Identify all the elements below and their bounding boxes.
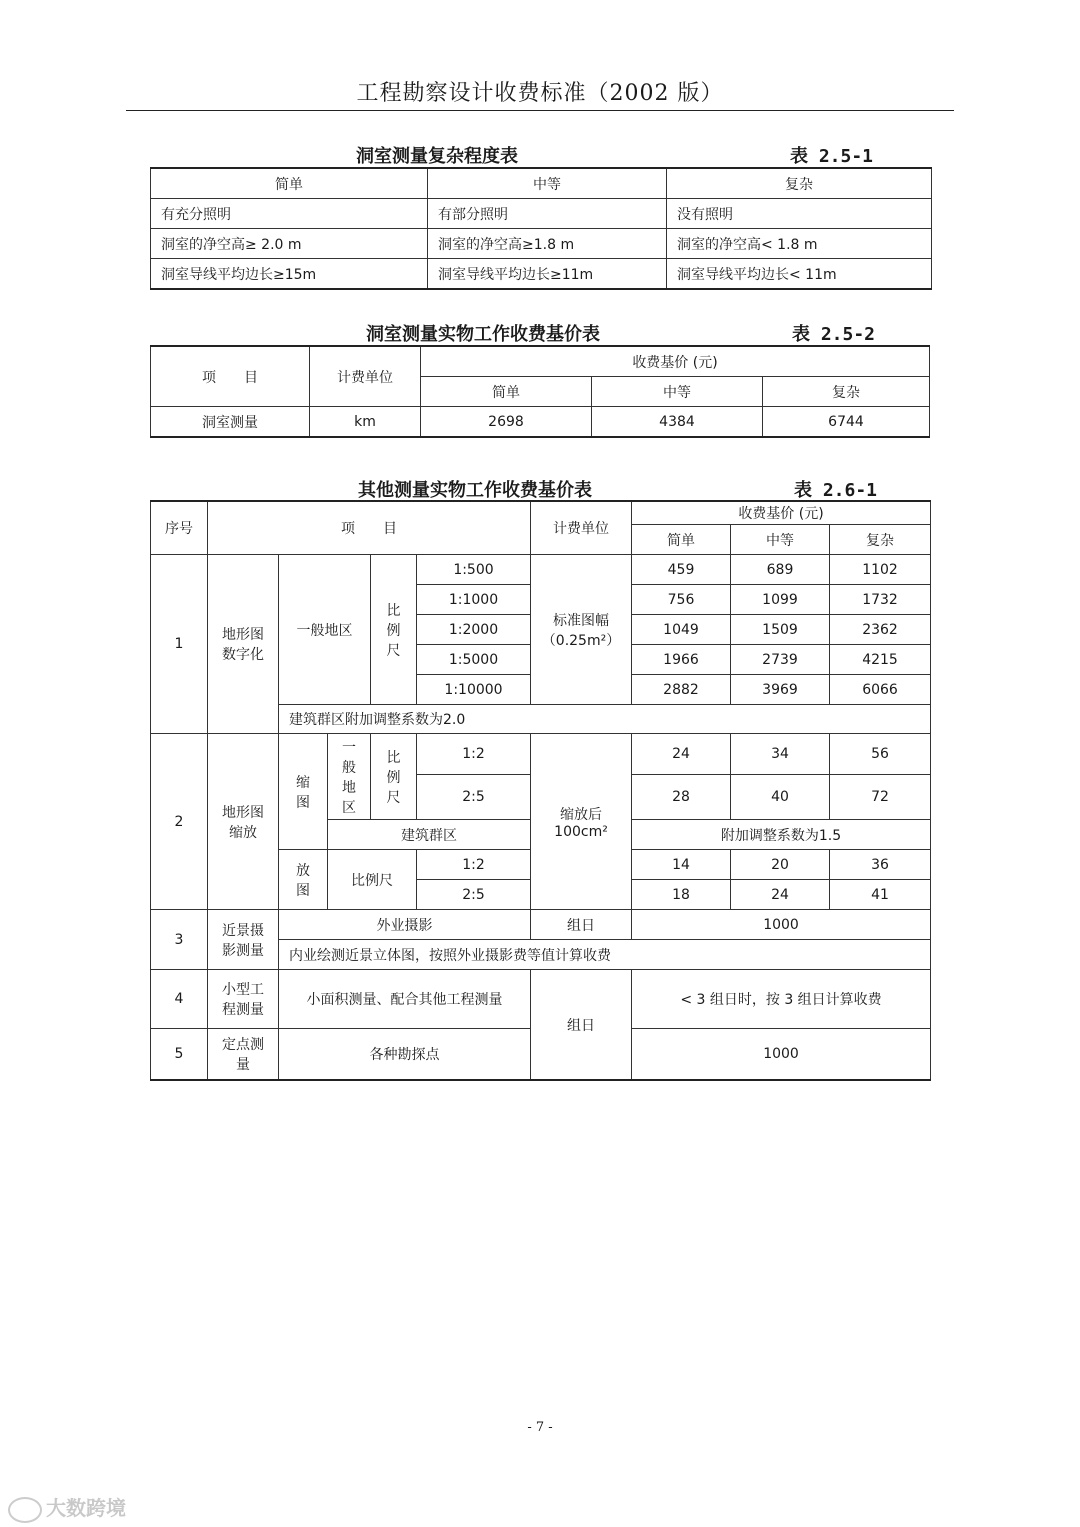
table-cell: 1049 [632, 615, 731, 645]
table3-header-complex: 复杂 [830, 525, 931, 555]
table-cell: 3969 [731, 675, 830, 705]
watermark-logo-icon [8, 1497, 42, 1523]
table-row [151, 199, 932, 229]
row2-name: 地形图缩放 [208, 734, 279, 910]
table-cell: 1:500 [417, 555, 531, 585]
table-cell: 56 [830, 734, 931, 775]
table-cell: 1:2000 [417, 615, 531, 645]
row1-note: 建筑群区附加调整系数为2.0 [279, 705, 931, 734]
table3-header-price: 收费基价 (元) [632, 501, 931, 525]
table2-caption: 洞室测量实物工作收费基价表 [366, 324, 600, 345]
table-cell: 689 [731, 555, 830, 585]
row3-name: 近景摄影测量 [208, 910, 279, 970]
table2 [150, 345, 930, 438]
table-cell: 洞室导线平均边长≥11m [428, 259, 667, 290]
table-cell: 1:2 [417, 850, 531, 880]
table-cell: 24 [731, 880, 830, 910]
table-cell: 24 [632, 734, 731, 775]
table1-header-complex: 复杂 [667, 168, 932, 199]
row5-name: 定点测量 [208, 1029, 279, 1081]
table-row [151, 734, 931, 775]
row4-item: 小面积测量、配合其他工程测量 [279, 970, 531, 1029]
table-cell: 14 [632, 850, 731, 880]
row3-price: 1000 [632, 910, 931, 940]
table-cell: 洞室测量 [151, 407, 310, 438]
row3-note: 内业绘测近景立体图，按照外业摄影费等值计算收费 [279, 940, 931, 970]
row3-unit: 组日 [531, 910, 632, 940]
table-cell: 4384 [592, 407, 763, 438]
table-cell: 洞室的净空高≥1.8 m [428, 229, 667, 259]
table-row [151, 229, 932, 259]
table-cell: 34 [731, 734, 830, 775]
row2-scale-label: 比例尺 [371, 734, 417, 820]
table-cell: 6744 [763, 407, 930, 438]
table-cell: 没有照明 [667, 199, 932, 229]
row2-general-area: 一般地区 [328, 734, 371, 820]
table-cell: 洞室的净空高≥ 2.0 m [151, 229, 428, 259]
table-cell: 1:10000 [417, 675, 531, 705]
page-header-title: 工程勘察设计收费标准（2002 版） [356, 81, 724, 106]
table-cell: 1:2 [417, 734, 531, 775]
row4-no: 4 [151, 970, 208, 1029]
table3-header-item: 项 目 [208, 501, 531, 555]
table1-header-simple: 简单 [151, 168, 428, 199]
table-row [151, 555, 931, 585]
table-row [151, 407, 930, 438]
row2-unit: 缩放后100cm² [531, 734, 632, 910]
table-cell: 18 [632, 880, 731, 910]
table1 [150, 167, 932, 290]
table-cell: 4215 [830, 645, 931, 675]
table-cell: 洞室导线平均边长≥15m [151, 259, 428, 290]
table-row [151, 970, 931, 1029]
table3-header-simple: 简单 [632, 525, 731, 555]
row2-no: 2 [151, 734, 208, 910]
table-cell: 40 [731, 775, 830, 820]
table2-header-medium: 中等 [592, 377, 763, 407]
row1-name: 地形图数字化 [208, 555, 279, 734]
row4-name: 小型工程测量 [208, 970, 279, 1029]
row2-enlarge: 放图 [279, 850, 328, 910]
table-cell: 756 [632, 585, 731, 615]
table2-header-simple: 简单 [421, 377, 592, 407]
row5-no: 5 [151, 1029, 208, 1081]
table-cell: 2739 [731, 645, 830, 675]
table-cell: 28 [632, 775, 731, 820]
table2-header-price: 收费基价 (元) [421, 346, 930, 377]
table-cell: 1732 [830, 585, 931, 615]
table2-header-complex: 复杂 [763, 377, 930, 407]
table-cell: 1102 [830, 555, 931, 585]
table-cell: 2:5 [417, 880, 531, 910]
table-cell: 20 [731, 850, 830, 880]
watermark [8, 1492, 126, 1523]
row1-scale-label: 比例尺 [371, 555, 417, 705]
table-cell: 2:5 [417, 775, 531, 820]
table3-id: 表 2.6-1 [794, 480, 878, 501]
table-cell: 6066 [830, 675, 931, 705]
table3-header-medium: 中等 [731, 525, 830, 555]
row4-unit: 组日 [531, 970, 632, 1081]
header-rule [126, 110, 954, 111]
table-cell: 有部分照明 [428, 199, 667, 229]
table-cell: 36 [830, 850, 931, 880]
table2-header-item: 项 目 [151, 346, 310, 407]
row5-price: 1000 [632, 1029, 931, 1081]
row3-no: 3 [151, 910, 208, 970]
table-cell: 洞室的净空高< 1.8 m [667, 229, 932, 259]
row2-building-note: 附加调整系数为1.5 [632, 820, 931, 850]
table1-header-medium: 中等 [428, 168, 667, 199]
table-cell: 459 [632, 555, 731, 585]
table-cell: 洞室导线平均边长< 11m [667, 259, 932, 290]
table-cell: km [310, 407, 421, 438]
table2-header-unit: 计费单位 [310, 346, 421, 407]
table-cell: 41 [830, 880, 931, 910]
table-row [151, 259, 932, 290]
table-cell: 2698 [421, 407, 592, 438]
table-cell: 1:5000 [417, 645, 531, 675]
row1-no: 1 [151, 555, 208, 734]
row2-scale-label2: 比例尺 [328, 850, 417, 910]
table2-id: 表 2.5-2 [792, 324, 876, 345]
table-cell: 2362 [830, 615, 931, 645]
table-cell: 1:1000 [417, 585, 531, 615]
table3 [150, 500, 931, 1081]
table1-caption: 洞室测量复杂程度表 [356, 146, 518, 167]
table-cell: 2882 [632, 675, 731, 705]
table-row [151, 910, 931, 940]
table-cell: 1966 [632, 645, 731, 675]
row5-item: 各种勘探点 [279, 1029, 531, 1081]
table3-header-unit: 计费单位 [531, 501, 632, 555]
row4-price: < 3 组日时，按 3 组日计算收费 [632, 970, 931, 1029]
table-cell: 1509 [731, 615, 830, 645]
watermark-text: 大数跨境 [46, 1496, 126, 1520]
table3-header-no: 序号 [151, 501, 208, 555]
row3-field: 外业摄影 [279, 910, 531, 940]
table-cell: 1099 [731, 585, 830, 615]
table-cell: 有充分照明 [151, 199, 428, 229]
page-number: - 7 - [527, 1420, 553, 1435]
table1-id: 表 2.5-1 [790, 146, 874, 167]
row1-unit: 标准图幅（0.25m²） [531, 555, 632, 705]
row2-reduce: 缩图 [279, 734, 328, 850]
table3-caption: 其他测量实物工作收费基价表 [358, 480, 592, 501]
row2-building: 建筑群区 [328, 820, 531, 850]
row1-area: 一般地区 [279, 555, 371, 705]
table-cell: 72 [830, 775, 931, 820]
